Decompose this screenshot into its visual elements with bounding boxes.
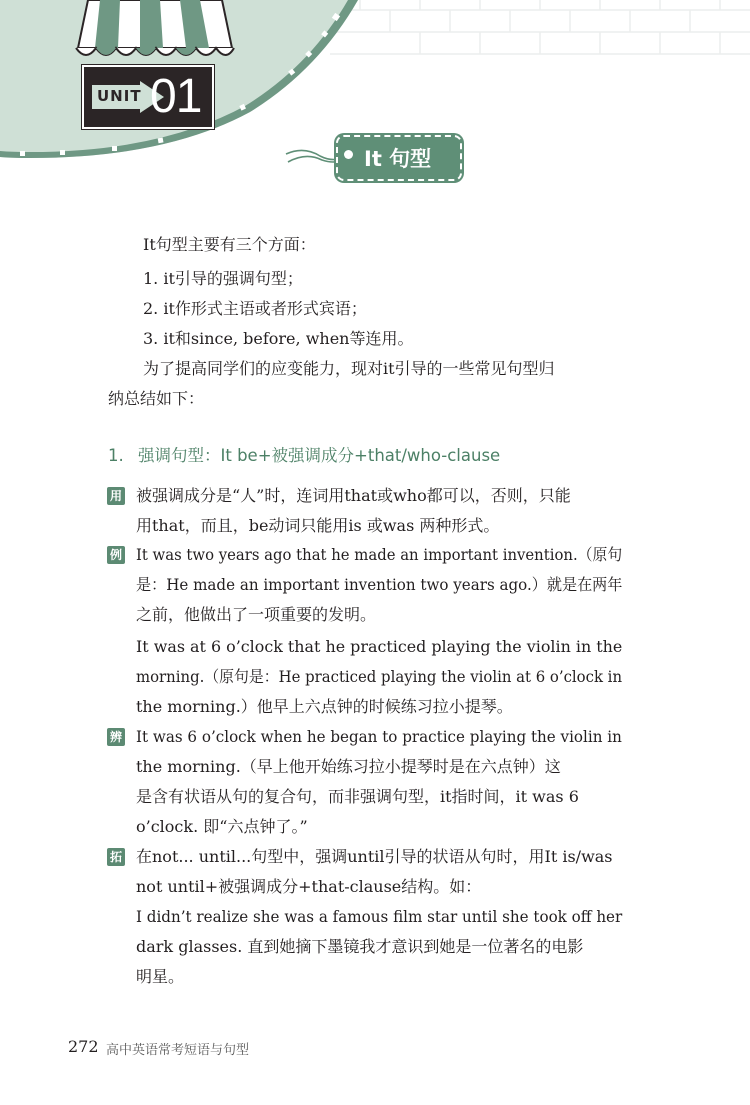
extend-line: not until+被强调成分+that-clause结构。如： [136,877,482,896]
intro-line: 纳总结如下： [108,389,205,408]
section-heading [108,442,500,466]
section-number: 1. [108,446,124,465]
unit-number: 01 [150,70,202,123]
distinguish-line: the morning.（早上他开始练习拉小提琴时是在六点钟）这 [136,757,561,776]
chapter-title-tag [334,133,464,181]
distinguish-tag: 辨 [107,728,125,746]
extend-line: I didn’t realize she was a famous film star until she took off her [136,907,623,926]
example-line: the morning.）他早上六点钟的时候练习拉小提琴。 [136,697,513,716]
example-line: morning.（原句是：He practiced playing the violin at 6 o’clock in [136,667,623,686]
usage-line: 被强调成分是“人”时，连词用that或who都可以，否则，只能 [136,486,571,505]
extend-line: 明星。 [136,967,185,986]
intro-line: 2. it作形式主语或者形式宾语； [143,299,367,318]
example-line: 之前，他做出了一项重要的发明。 [136,605,377,624]
book-title: 高中英语常考短语与句型 [106,1043,250,1058]
section-heading-text: 强调句型：It be+被强调成分+that/who-clause [138,446,501,465]
unit-label: UNIT [97,87,142,105]
intro-line: 3. it和since, before, when等连用。 [143,329,414,348]
distinguish-line: It was 6 o’clock when he began to practice playing the violin in [136,727,622,746]
usage-line: 用that，而且，be动词只能用is 或was 两种形式。 [136,516,500,535]
distinguish-line: 是含有状语从句的复合句，而非强调句型，it指时间，it was 6 [136,787,579,806]
distinguish-line: o’clock. 即“六点钟了。” [136,817,308,836]
chapter-title: It 句型 [364,147,432,171]
page-number: 272 [68,1037,99,1056]
example-line: It was at 6 o’clock that he practiced playing the violin in the [136,637,623,656]
example-tag: 例 [107,546,125,564]
extend-line: dark glasses. 直到她摘下墨镜我才意识到她是一位著名的电影 [136,937,584,956]
striped-awning [76,0,234,55]
brick-wall-background [330,0,750,54]
extend-line: 在not... until...句型中，强调until引导的状语从句时，用It is/was [136,847,613,866]
tag-hole-icon [344,150,353,159]
intro-line: 1. it引导的强调句型； [143,269,303,288]
example-line: 是：He made an important invention two years ago.）就是在两年 [136,575,623,594]
usage-tag: 用 [107,487,125,505]
intro-line: It句型主要有三个方面： [143,235,316,254]
extend-tag: 拓 [107,848,125,866]
intro-line: 为了提高同学们的应变能力，现对it引导的一些常见句型归 [143,359,555,378]
example-line: It was two years ago that he made an important invention.（原句 [136,545,623,564]
unit-badge [82,65,214,129]
